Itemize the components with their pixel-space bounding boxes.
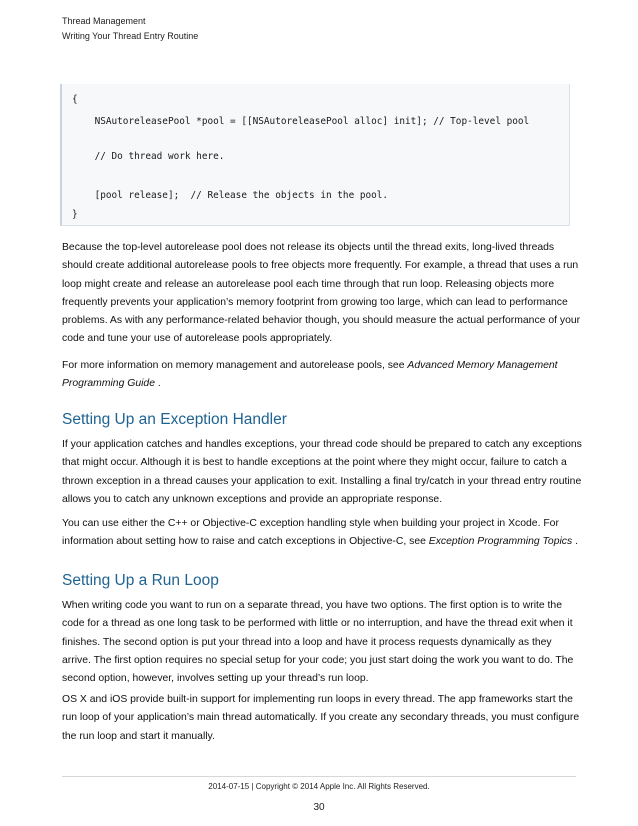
- paragraph-exception-styles: [62, 515, 582, 552]
- ref-text: .: [572, 536, 578, 548]
- exception-topics-link[interactable]: Exception Programming Topics: [428, 536, 573, 548]
- header-section: Writing Your Thread Entry Routine: [62, 31, 199, 41]
- code-line: {: [72, 94, 78, 105]
- ref-text: For more information on memory management and autorelease pools, see: [62, 360, 408, 371]
- code-listing: [60, 84, 570, 226]
- code-line: // Do thread work here.: [72, 151, 225, 162]
- heading-run-loop: Setting Up a Run Loop: [62, 572, 219, 589]
- footer-copyright: 2014-07-15 | Copyright © 2014 Apple Inc. All Rights Reserved.: [208, 782, 430, 791]
- memory-guide-link[interactable]: Advanced Memory Management Programming Guide: [62, 360, 558, 390]
- ref-text: You can use either the C++ or Objective-C exception handling style when building your project in Xcode. For information about setting how to raise and catch exceptions in Objective-C, see: [62, 518, 559, 548]
- ref-text: .: [154, 378, 161, 390]
- paragraph-autorelease: Because the top-level autorelease pool does not release its objects until the thread exits, long-lived threads should create additional autorelease pools to free objects more frequently. For example, a thread that uses a run loop might create and release an autorelease pool each time through that run loop. Releasing objects more frequently prevents your application’s memory footprint from growing too large, which can lead to performance problems. As with any performance-related behavior though, you should measure the actual performance of your code and tune your use of autorelease pools appropriately.: [62, 242, 581, 345]
- code-line: NSAutoreleasePool *pool = [[NSAutoreleasePool alloc] init]; // Top-level pool: [72, 116, 530, 127]
- paragraph-run-loop-support: OS X and iOS provide built-in support for implementing run loops in every thread. The app frameworks start the run loop of your application’s main thread automatically. If you create any secondary threads, you must configure the run loop and start it manually.: [62, 694, 580, 742]
- code-line: }: [72, 209, 78, 220]
- paragraph-memory-ref: [62, 357, 582, 394]
- running-header: [62, 14, 198, 44]
- heading-exception-handler: Setting Up an Exception Handler: [62, 411, 287, 428]
- paragraph-run-loop-options: When writing code you want to run on a separate thread, you have two options. The first option is to write the code for a thread as one long task to be performed with little or no interruption, and have the thread exit when it finishes. The second option is put your thread into a loop and have it process requests dynamically as they arrive. The first option requires no special setup for your code; you just start doing the work you want to do. The second option, however, involves setting up your thread’s run loop.: [62, 600, 574, 685]
- code-line: [pool release]; // Release the objects in the pool.: [72, 190, 389, 201]
- page-number: 30: [313, 802, 325, 813]
- paragraph-exceptions: If your application catches and handles exceptions, your thread code should be prepared to catch any exceptions that might occur. Although it is best to handle exceptions at the point where they might occur, failure to catch a thrown exception in a thread causes your application to exit. Installing a final try/catch in your thread entry routine allows you to catch any unknown exceptions and provide an appropriate response.: [62, 439, 582, 505]
- header-chapter: Thread Management: [62, 16, 146, 26]
- footer-divider: [62, 776, 576, 777]
